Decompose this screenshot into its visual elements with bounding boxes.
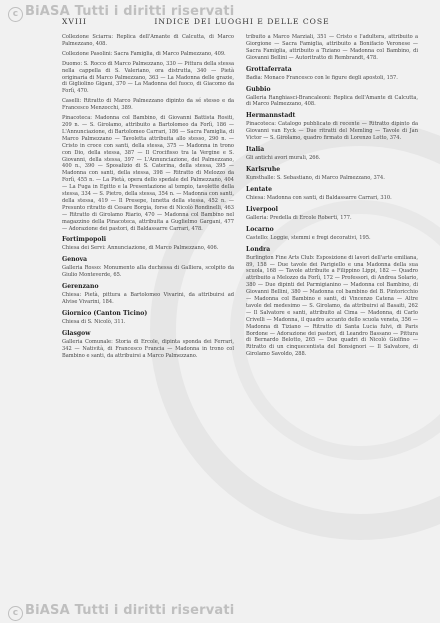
city-heading: Italia bbox=[246, 146, 265, 154]
index-entry-text: Duomo: S. Rocco di Marco Palmezzano, 330 — Pittura della stessa nella cappella di S. Valeriano, ora distrutta, 340 — Pietà originaria di Marco Palmezzano, 363 — La Madonna delle grazie, di Gigliolino Gigani, 370 — La Madonna del fuoco, di Giacomo da Forlì, 470. bbox=[62, 60, 234, 95]
index-entry bbox=[62, 34, 234, 48]
index-entry-text: Badia: Monaco Francesco con le figure degli apostoli, 157. bbox=[246, 74, 398, 81]
index-entry bbox=[246, 155, 418, 162]
index-entry-text: Burlington Fine Arts Club: Esposizione di lavori dell'arte emiliana, 89, 158 — Due tavole dei Parigiello e una Madonna della sua scuola, 168 — Tavole attribuite a Filippino Lippi, 182 — Quadro attribuito a Melozzo da Forlì, 172 — Professori, di Andrea Solario, 380 — Due dipinti del Parmigianino — Madonna col Bambino, di Giovanni Bellini, 380 — Madonna col bambino del B. Pintoricchio — Madonna col Bambino e santi, di Vincenzo Catena — Altre tavole del medesimo — S. Girolamo, da attribuirsi al Basaiti, 262 — Il Salvatore e santi, attribuito al Cima — Madonna, di Carlo Crivelli — Madonna, il quadro accanto dello scuola veneta, 356 — Madonna di Tiziano — Ritratto di Santa Lucia fulvi, di Paris Bordone — Adorazione dei pastori, di Leandro Bassano — Pittura di Bernardo Belotto, 265 — Due quadri di Nicolò Giolfino — Ritratto di un cinquecentista del Bonsignori — Il Salvatore, di Girolamo Savoldo, 288. bbox=[246, 254, 418, 358]
index-entry-text: tribuito a Marco Marziali, 351 — Cristo e l'adultera, attribuito a Giorgione — Sacra Famiglia, attribuito a Bonifacio Veronese — Sacra Famiglia, attribuito a Tiziano — Madonna col Bambino, di Giovanni Bellini — Autoritratto di Rembrandt, 478. bbox=[246, 34, 418, 61]
city-heading: Gerenzano bbox=[62, 283, 99, 291]
left-column bbox=[62, 34, 234, 363]
index-entry bbox=[62, 245, 234, 252]
index-entry bbox=[246, 235, 418, 242]
index-entry bbox=[62, 51, 234, 58]
city-heading: Karlsruhe bbox=[246, 165, 281, 173]
city-heading: Grottaferrata bbox=[246, 65, 292, 73]
city-heading: Locarno bbox=[246, 225, 274, 233]
city-heading: Lentate bbox=[246, 185, 273, 193]
index-entry bbox=[246, 215, 418, 222]
page-header bbox=[62, 17, 422, 28]
index-entry-text: Galleria Ranghiasci-Brancaleoni: Replica dell'Amante di Calcutta, di Marco Palmezzano, 408. bbox=[246, 94, 418, 108]
left-column-cities bbox=[62, 236, 234, 359]
index-entry-text: Galleria: Predella di Ercole Roberti, 177. bbox=[246, 214, 352, 221]
index-entry bbox=[246, 255, 418, 359]
index-entry bbox=[246, 95, 418, 109]
right-column-continuation bbox=[246, 34, 418, 62]
index-entry-text: Chiesa: Madonna con santi, di Baldassarre Carrari, 310. bbox=[246, 194, 392, 201]
city-heading: Hermannstadt bbox=[246, 112, 296, 120]
watermark-text: BiASA Tutti i diritti riservati bbox=[25, 603, 235, 618]
left-column-entries bbox=[62, 34, 234, 232]
index-entry bbox=[246, 195, 418, 202]
index-entry-text: Collezione Sciarra: Replica dell'Amante di Calcutta, di Marco Palmezzano, 408. bbox=[62, 34, 234, 47]
index-entry-text: Caselli: Ritratto di Marco Palmezzano dipinto da sé stesso e da Francesco Menzocchi, 389. bbox=[62, 98, 234, 112]
city-heading: Glasgow bbox=[62, 329, 91, 337]
page-title: INDICE DEI LUOGHI E DELLE COSE bbox=[154, 17, 330, 26]
index-entry bbox=[62, 98, 234, 112]
right-column-cities bbox=[246, 66, 418, 359]
city-heading: Liverpool bbox=[246, 205, 278, 213]
city-heading: Londra bbox=[246, 245, 271, 253]
index-entry bbox=[62, 292, 234, 306]
index-entry-text: Castello: Loggie, stemmi e fregi decorativi, 195. bbox=[246, 234, 371, 241]
index-entry-text: Chiesa di S. Nicolò, 311. bbox=[62, 319, 126, 325]
city-heading: Genova bbox=[62, 256, 88, 264]
copyright-icon: c bbox=[8, 7, 23, 22]
copyright-watermark-bottom bbox=[8, 604, 234, 618]
index-entry-text: Gli antichi avori murali, 266. bbox=[246, 155, 321, 162]
index-entry bbox=[62, 115, 234, 232]
index-entry-text: Galleria Comunale: Storia di Ercole, dipinta sponda dei Ferrari, 342 — Natività, di Francesco Francia — Madonna in trono col Bambino e santi, da attribuirsi a Marco Palmezzano. bbox=[62, 338, 234, 359]
index-entry-text: Pinacoteca: Madonna col Bambino, di Giovanni Battista Rositi, 209 n. — S. Girolamo, attribuito a Bartolomeo da Forlì, 186 — L'Annunciazione, di Bartolomeo Carrari, 186 — Sacra Famiglia, di Marco Palmezzano — Tavoletta attribuita allo stesso, 290 n. — Cristo in croce con santi, della stessa, 375 — Madonna in trono con Dio, della stessa, 387 — Il Crocifisso tra la Vergine e S. Giovanni, della stessa, 397 — L'Annunciazione, del Palmezzano, 400 n., 390 — Sposalizio di S. Caterina, della stessa, 395 — Madonna con santi, della stessa, 398 — Ritratto di Melozzo da Forlì, 455 n. — La Pietà, opera dello spedale del Palmezzano, 404 — La Fuga in Egitto e la Presentazione al tempio, tavolette della stessa, 334 — S. Pietro, della stessa, 354 n. — Madonna con santi, della stessa, 419 — Il Presepe, lunetta della stessa, 452 n. — Presunto ritratto di Cesare Borgia, forse di Nicolò Rondinelli, 463 — Ritratto di Girolamo Riario, 470 — Madonna col Bambino nel magazzino della Pinacoteca, attribuita a Guglielmo Gargani, 477 — Adorazione dei pastori, di Baldassarre Carrari, 478. bbox=[62, 115, 234, 232]
watermark-text: BiASA Tutti i diritti riservati bbox=[25, 4, 235, 19]
index-entry bbox=[62, 319, 234, 326]
index-entry-text: Galleria Rosso: Monumento alla duchessa di Galliera, scolpito da Giulio Monteverde, 65. bbox=[62, 265, 234, 279]
index-entry bbox=[62, 61, 234, 96]
index-entry-text: Pinacoteca: Catalogo pubblicato di recente — Ritratto dipinto da Giovanni van Eyck — Due ritratti del Memling — Tavole di Jan Victor — S. Girolamo, quadro firmato di Lorenzo Lotto, 374. bbox=[246, 121, 418, 142]
copyright-icon: c bbox=[8, 606, 23, 621]
index-entry bbox=[62, 265, 234, 279]
right-column bbox=[246, 34, 418, 361]
index-entry-text: Kunsthalle: S. Sebastiano, di Marco Palmezzano, 374. bbox=[246, 174, 385, 181]
index-entry-text: Chiesa: Pietà, pittura a Bartolomeo Vivarini, da attribuirsi ad Alvise Vivarini, 184. bbox=[62, 292, 234, 306]
index-entry bbox=[246, 34, 418, 62]
index-entry bbox=[246, 121, 418, 142]
city-heading: Fortimpopoli bbox=[62, 236, 107, 244]
city-heading: Gubbio bbox=[246, 85, 271, 93]
index-entry-text: Chiesa dei Servi: Annunciazione, di Marco Palmezzano, 406. bbox=[62, 245, 219, 252]
index-entry bbox=[62, 339, 234, 360]
page-number: XVIII bbox=[62, 17, 87, 26]
index-entry bbox=[246, 75, 418, 82]
index-entry bbox=[246, 175, 418, 182]
city-heading: Giornico (Canton Ticino) bbox=[62, 310, 148, 317]
index-entry-text: Collezione Pasolini: Sacra Famiglia, di Marco Palmezzano, 409. bbox=[62, 50, 226, 57]
